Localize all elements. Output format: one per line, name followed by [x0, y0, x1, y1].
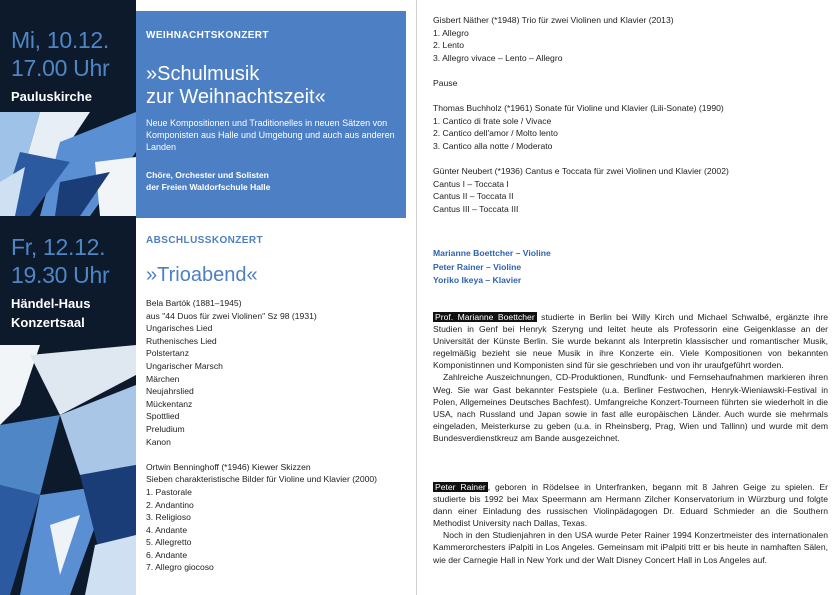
- program-line: aus "44 Duos für zwei Violinen" Sz 98 (1931): [146, 310, 317, 321]
- concert1-performers-line2: der Freien Waldorfschule Halle: [146, 182, 271, 192]
- program-line: 2. Cantico dell'amor / Molto lento: [433, 128, 558, 139]
- spacer: [433, 64, 729, 77]
- program-line: 1. Allegro: [433, 27, 469, 38]
- concert2-label: ABSCHLUSSKONZERT: [146, 235, 263, 246]
- program-line: Pause: [433, 77, 458, 88]
- spacer: [433, 153, 729, 166]
- column-divider: [416, 0, 417, 595]
- program-line: Thomas Buchholz (*1961) Sonate für Violine und Klavier (Lili-Sonate) (1990): [433, 103, 724, 114]
- program-line: Cantus I – Toccata I: [433, 178, 509, 189]
- concert2-time: 19.30 Uhr: [11, 262, 110, 288]
- spacer: [146, 448, 377, 461]
- concert2-venue-line1: Händel-Haus: [11, 296, 91, 311]
- concert2-date: Fr, 12.12.: [11, 234, 106, 260]
- program-line: Polstertanz: [146, 348, 189, 359]
- concert1-venue: Pauluskirche: [11, 89, 92, 104]
- program-line: Ruthenisches Lied: [146, 335, 217, 346]
- concert2-title: »Trioabend«: [146, 264, 258, 286]
- bio-text: studierte in Berlin bei Willy Kirch und Michael Schwalbé, ergänzte ihre Studien in Genf bei Henryk Szeryng und leitet heute als Professorin eine Geigenklasse an der Universität der Künste Berlin. Sie wurde bekannt als Interpretin klassischer und romantischer Musik, regelmäßig bezieht sie neue Musik in ihre Konzerte ein. Viele Kompositionen von bekannten Komponistinnen und Komponisten sind für sie geschrieben und von ihr uraufgeführt worden.: [433, 312, 828, 371]
- program-line: 3. Religioso: [146, 512, 191, 523]
- program-line: 1. Pastorale: [146, 486, 192, 497]
- bio-name-highlight: Peter Rainer: [435, 482, 486, 492]
- program-line: Bela Bartók (1881–1945): [146, 298, 242, 308]
- program-list-left: [146, 297, 377, 574]
- performer-item: Yoriko Ikeya – Klavier: [433, 275, 522, 285]
- spacer: [433, 90, 729, 103]
- bio-text: , geboren in Rödelsee in Unterfranken, begann mit 8 Jahren Geige zu spielen. Er studierte bis 1992 bei Max Speermann am Hermann Zilcher Konservatorium in Würzburg und folgte dann einer Einladung des russischen Violinpädagogen Dr. Eduard Schmieder an die Southern Methodist University nach Dallas, Texas.: [433, 482, 828, 529]
- program-line: Cantus III – Toccata III: [433, 203, 519, 214]
- program-line: Märchen: [146, 373, 180, 384]
- program-line: Cantus II – Toccata II: [433, 191, 514, 202]
- program-line: Spottlied: [146, 411, 180, 422]
- program-line: 5. Allegretto: [146, 537, 192, 548]
- concert1-performers-line1: Chöre, Orchester und Solisten: [146, 170, 269, 180]
- program-line: Mückentanz: [146, 398, 193, 409]
- program-line: 3. Cantico alla notte / Moderato: [433, 140, 553, 151]
- bio-boettcher: [433, 311, 828, 444]
- program-line: Kanon: [146, 436, 171, 447]
- concert1-panel: [136, 11, 406, 218]
- bio-text: Noch in den Studienjahren in den USA wurde Peter Rainer 1994 Konzertmeister des internationalen Kammerorchesters iPalpiti in Los Angeles. Gemeinsam mit iPalpiti tritt er bis heute in namhaften Sälen, wie der Carnegie Hall in New York und der Walt Disney Concert Hall in Los Angeles auf.: [433, 530, 828, 565]
- program-line: Günter Neubert (*1936) Cantus e Toccata für zwei Violinen und Klavier (2002): [433, 166, 729, 177]
- program-line: Gisbert Näther (*1948) Trio für zwei Violinen und Klavier (2013): [433, 15, 674, 25]
- program-line: Ungarischer Marsch: [146, 360, 223, 371]
- bio-paragraph: [433, 481, 828, 529]
- program-line: 3. Allegro vivace – Lento – Allegro: [433, 52, 563, 63]
- bio-name-highlight: Prof. Marianne Boettcher: [435, 312, 535, 322]
- bio-text: Zahlreiche Auszeichnungen, CD-Produktionen, Rundfunk- und Fernsehaufnahmen markieren ihren Weg. Sie war Gast bekannter Festspiele (u.a. Berliner Festwochen, Henryk-Wieniawski-Festival in Polen, Allgemeines Deutsches Bachfest). Umfangreiche Konzert-Tourneen führten sie wiederholt in die USA, nach Russland und Japan sowie in fast alle europäischen Länder. Auch wurde sie mehrmals eingeladen, Meisterkurse zu geben (u.a. in Rheinsberg, Prag, Wien und Tallinn) und wurde mit dem Bundesverdienstkreuz am Bande ausgezeichnet.: [433, 372, 828, 443]
- program-line: 2. Lento: [433, 40, 465, 51]
- program-line: 4. Andante: [146, 524, 188, 535]
- program-line: 7. Allegro giocoso: [146, 562, 214, 573]
- program-line: Preludium: [146, 423, 185, 434]
- bio-paragraph: [433, 311, 828, 371]
- program-line: Neujahrslied: [146, 386, 194, 397]
- concert1-description: Neue Kompositionen und Traditionelles in neuen Sätzen von Komponisten aus Halle und Umgebung und auch aus anderen Landen: [146, 118, 395, 152]
- concert1-title-line2: zur Weihnachtszeit«: [146, 86, 326, 108]
- bio-paragraph: [433, 371, 828, 444]
- performer-list: [433, 247, 551, 288]
- program-list-right: [433, 14, 729, 216]
- concert1-date: Mi, 10.12.: [11, 27, 109, 53]
- performer-item: Peter Rainer – Violine: [433, 261, 522, 272]
- program-line: 6. Andante: [146, 549, 188, 560]
- program-line: Sieben charakteristische Bilder für Violine und Klavier (2000): [146, 474, 378, 485]
- concert1-time: 17.00 Uhr: [11, 55, 110, 81]
- concert1-label: WEIHNACHTSKONZERT: [146, 30, 269, 41]
- performer-item: Marianne Boettcher – Violine: [433, 248, 551, 258]
- program-line: Ungarisches Lied: [146, 323, 213, 334]
- artwork-image: [0, 112, 136, 216]
- bio-rainer: [433, 481, 828, 566]
- program-line: 2. Andantino: [146, 499, 194, 510]
- program-line: Ortwin Benninghoff (*1946) Kiewer Skizzen: [146, 461, 311, 472]
- concert2-venue-line2: Konzertsaal: [11, 315, 85, 330]
- artwork-image: [0, 345, 136, 595]
- bio-paragraph: [433, 529, 828, 565]
- concert1-title-line1: »Schulmusik: [146, 63, 260, 85]
- program-line: 1. Cantico di frate sole / Vivace: [433, 115, 552, 126]
